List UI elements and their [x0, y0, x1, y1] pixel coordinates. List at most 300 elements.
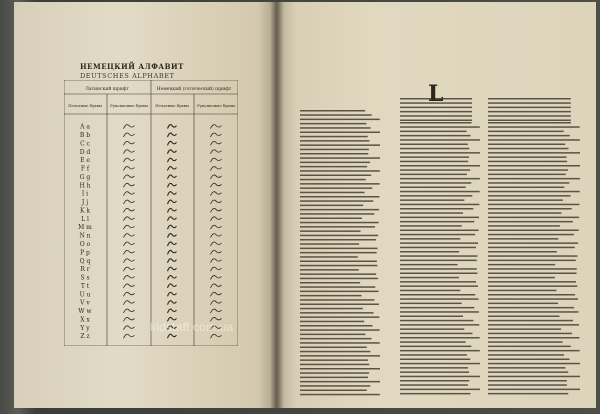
text-line: [400, 174, 467, 176]
text-line: [488, 238, 558, 240]
text-line: [300, 368, 380, 370]
script-letter-glyph: [124, 292, 135, 296]
text-line: [488, 165, 580, 167]
script-letter-glyph: [211, 284, 222, 288]
text-line: [488, 156, 567, 158]
text-line: [300, 114, 372, 116]
text-line: [488, 152, 580, 154]
latin-print-letter: B b: [79, 131, 91, 139]
gothic-letter-glyph: [168, 225, 177, 229]
text-line: [300, 226, 375, 228]
text-line: [400, 264, 458, 266]
text-line: [400, 277, 459, 279]
text-line: [400, 247, 476, 249]
latin-print-letter: F f: [80, 165, 90, 173]
script-letter-glyph: [211, 267, 222, 271]
text-line: [400, 320, 473, 322]
text-line: [488, 161, 567, 163]
latin-print-letter: L l: [81, 215, 89, 223]
text-line: [488, 148, 569, 150]
text-line: [300, 175, 371, 177]
text-line: [400, 337, 480, 339]
col-header-3: Печатные буквы: [155, 103, 189, 108]
text-line: [400, 120, 472, 122]
text-line: [400, 281, 476, 283]
text-line: [300, 334, 365, 336]
latin-print-letter: M m: [78, 224, 92, 232]
latin-print-letter: V v: [80, 299, 90, 307]
text-line: [400, 161, 468, 163]
gothic-letter-glyph: [168, 259, 177, 263]
text-line: [300, 144, 380, 146]
text-line: [300, 213, 374, 215]
latin-print-letter: H h: [79, 182, 91, 190]
text-line: [488, 255, 577, 256]
text-line: [400, 328, 464, 330]
text-line: [400, 182, 471, 184]
script-letter-glyph: [211, 276, 222, 280]
text-line: [300, 381, 380, 383]
text-line: [300, 325, 373, 327]
text-line: [400, 234, 475, 236]
text-line: [488, 242, 578, 244]
latin-print-letter: Z z: [80, 333, 90, 341]
script-letter-glyph: [211, 309, 222, 313]
text-line: [300, 329, 380, 331]
text-line: [300, 321, 364, 323]
text-line: [488, 120, 571, 122]
text-line: [400, 251, 459, 253]
text-line: [488, 260, 576, 262]
text-line: [488, 126, 580, 128]
text-line: [300, 162, 370, 164]
text-line: [400, 260, 477, 262]
script-letter-glyph: [211, 234, 222, 238]
text-line: [300, 282, 360, 284]
text-line: [300, 308, 363, 310]
latin-print-letter: N n: [79, 232, 91, 240]
latin-print-letter: D d: [79, 148, 91, 156]
latin-print-letter: J j: [81, 199, 89, 207]
text-line: [488, 187, 564, 189]
text-line: [400, 225, 462, 227]
script-letter-glyph: [124, 150, 135, 154]
latin-font-header: Латинский шрифт: [85, 87, 129, 92]
text-line: [400, 199, 464, 201]
text-line: [400, 363, 480, 365]
latin-print-letter: U u: [79, 291, 91, 299]
text-line: [300, 291, 378, 293]
text-line: [300, 278, 378, 280]
gothic-letter-glyph: [168, 150, 177, 154]
text-line: [400, 195, 472, 197]
text-line: [400, 333, 472, 335]
text-line: [300, 316, 379, 318]
script-letter-glyph: [211, 259, 222, 263]
latin-print-letter: T t: [80, 282, 90, 290]
text-line: [300, 119, 380, 121]
text-line: [400, 115, 472, 117]
col-header-2: Рукописные буквы: [110, 103, 148, 108]
alphabet-title: НЕМЕЦКИЙ АЛФАВИТ: [80, 62, 184, 71]
script-letter-glyph: [211, 334, 222, 338]
text-line: [300, 179, 366, 181]
text-line: [300, 218, 362, 220]
text-line: [300, 157, 380, 159]
text-line: [300, 390, 367, 392]
script-letter-glyph: [124, 217, 135, 221]
dictionary-text-columns: [280, 0, 596, 414]
text-line: [400, 273, 477, 275]
latin-print-letter: R r: [80, 266, 90, 274]
text-line: [400, 380, 469, 382]
text-line: [300, 377, 368, 379]
text-line: [400, 303, 462, 305]
text-line: [400, 144, 468, 146]
section-letter: L: [428, 81, 444, 107]
latin-print-letter: I i: [81, 190, 89, 198]
text-line: [400, 367, 468, 369]
script-letter-glyph: [124, 192, 135, 196]
text-line: [400, 169, 470, 171]
text-line: [300, 273, 376, 275]
gothic-letter-glyph: [168, 175, 177, 179]
text-line: [488, 328, 561, 330]
text-line: [488, 191, 580, 193]
text-line: [488, 264, 555, 266]
text-line: [488, 174, 566, 176]
text-line: [300, 187, 372, 189]
text-line: [488, 251, 557, 253]
script-letter-glyph: [211, 217, 222, 221]
text-line: [488, 182, 569, 184]
text-line: [300, 243, 359, 245]
gothic-letter-glyph: [168, 284, 177, 288]
text-line: [400, 311, 479, 313]
text-line: [300, 235, 378, 237]
gothic-letter-glyph: [168, 292, 177, 296]
text-line: [300, 110, 365, 112]
gothic-letter-glyph: [168, 250, 177, 254]
text-line: [488, 115, 571, 117]
text-line: [488, 277, 555, 279]
text-line: [300, 286, 375, 288]
text-line: [400, 290, 460, 292]
gothic-letter-glyph: [168, 208, 177, 212]
text-line: [300, 304, 379, 306]
script-letter-glyph: [124, 259, 135, 263]
text-line: [300, 183, 380, 185]
text-line: [488, 303, 558, 305]
text-line: [400, 384, 468, 386]
gothic-letter-glyph: [168, 334, 177, 338]
alphabet-table: [64, 80, 238, 346]
col-header-1: Печатные буквы: [68, 103, 102, 108]
text-line: [300, 252, 377, 254]
text-line: [488, 144, 565, 146]
script-letter-glyph: [211, 301, 222, 305]
text-line: [300, 351, 370, 353]
text-line: [400, 122, 472, 124]
text-line: [400, 255, 477, 256]
text-line: [488, 199, 563, 201]
text-line: [488, 346, 571, 348]
text-line: [488, 320, 573, 322]
text-line: [400, 191, 480, 193]
text-line: [488, 337, 579, 339]
gothic-letter-glyph: [168, 217, 177, 221]
script-letter-glyph: [211, 250, 222, 254]
text-line: [400, 324, 479, 326]
script-letter-glyph: [124, 141, 135, 145]
text-line: [300, 230, 361, 232]
text-line: [300, 222, 379, 224]
text-line: [300, 149, 369, 151]
text-line: [488, 98, 571, 100]
script-letter-glyph: [211, 292, 222, 296]
text-line: [300, 140, 369, 142]
latin-print-letter: S s: [80, 274, 90, 282]
text-line: [300, 265, 377, 267]
text-line: [400, 165, 480, 167]
script-letter-glyph: [124, 158, 135, 162]
text-line: [300, 338, 371, 340]
text-line: [488, 290, 556, 292]
text-line: [400, 389, 480, 391]
text-line: [400, 156, 469, 158]
text-line: [300, 299, 374, 301]
text-line: [300, 209, 379, 211]
text-line: [300, 239, 376, 241]
gothic-letter-glyph: [168, 276, 177, 280]
script-letter-glyph: [211, 125, 222, 129]
latin-print-letter: P p: [80, 249, 90, 257]
script-letter-glyph: [124, 267, 135, 271]
script-letter-glyph: [124, 200, 135, 204]
gothic-letter-glyph: [168, 267, 177, 271]
text-line: [300, 153, 368, 155]
text-line: [400, 350, 480, 352]
text-line: [488, 363, 580, 365]
text-line: [400, 298, 479, 300]
text-line: [300, 355, 380, 357]
gothic-letter-glyph: [168, 183, 177, 187]
script-letter-glyph: [124, 326, 135, 330]
text-line: [300, 372, 369, 374]
text-line: [488, 311, 579, 313]
text-line: [400, 307, 474, 309]
text-line: [488, 221, 573, 223]
text-line: [300, 394, 380, 396]
script-letter-glyph: [211, 200, 222, 204]
text-line: [488, 367, 565, 369]
script-letter-glyph: [124, 309, 135, 313]
latin-print-letter: G g: [79, 173, 91, 181]
text-line: [488, 234, 574, 236]
text-line: [400, 204, 479, 206]
text-line: [400, 139, 480, 141]
latin-print-letter: K k: [79, 207, 91, 215]
text-line: [400, 242, 478, 244]
text-line: [488, 208, 572, 210]
text-line: [400, 268, 477, 270]
text-line: [300, 359, 368, 361]
text-line: [488, 298, 578, 300]
script-letter-glyph: [211, 141, 222, 145]
script-letter-glyph: [124, 317, 135, 321]
text-line: [300, 347, 367, 349]
script-letter-glyph: [124, 183, 135, 187]
text-line: [400, 187, 466, 189]
text-line: [488, 225, 560, 227]
text-line: [488, 371, 568, 373]
script-letter-glyph: [124, 276, 135, 280]
text-line: [300, 196, 379, 198]
text-line: [400, 131, 467, 133]
text-line: [488, 359, 570, 361]
latin-print-letter: Q q: [79, 257, 91, 265]
text-line: [400, 371, 469, 373]
gothic-letter-glyph: [168, 234, 177, 238]
text-line: [488, 230, 579, 232]
text-line: [488, 217, 579, 219]
text-line: [488, 139, 580, 141]
text-line: [488, 204, 579, 206]
gothic-letter-glyph: [168, 192, 177, 196]
script-letter-glyph: [124, 133, 135, 137]
text-line: [400, 221, 474, 223]
script-letter-glyph: [124, 208, 135, 212]
script-letter-glyph: [124, 167, 135, 171]
text-line: [400, 111, 472, 113]
text-line: [400, 238, 460, 240]
gothic-letter-glyph: [168, 301, 177, 305]
text-line: [488, 376, 580, 378]
script-letter-glyph: [211, 133, 222, 137]
text-line: [300, 170, 380, 172]
text-line: [400, 217, 479, 219]
latin-print-letter: Y y: [80, 324, 90, 332]
text-line: [300, 312, 374, 314]
text-line: [400, 212, 463, 214]
gothic-letter-glyph: [168, 167, 177, 171]
script-letter-glyph: [124, 175, 135, 179]
gothic-letter-glyph: [168, 200, 177, 204]
text-line: [488, 169, 568, 171]
text-line: [300, 256, 358, 258]
gothic-letter-glyph: [168, 309, 177, 313]
text-line: [488, 393, 568, 395]
text-line: [400, 354, 467, 356]
text-line: [300, 364, 369, 366]
script-letter-glyph: [124, 225, 135, 229]
text-line: [400, 208, 473, 210]
gothic-letter-glyph: [168, 141, 177, 145]
script-letter-glyph: [211, 150, 222, 154]
text-line: [488, 354, 564, 356]
watermark: kidstaff.com.ua: [150, 320, 234, 334]
text-line: [488, 350, 580, 352]
gothic-font-header: Немецкий (готический) шрифт: [156, 87, 232, 92]
text-line: [300, 192, 365, 194]
text-line: [400, 316, 463, 318]
text-line: [400, 376, 480, 378]
text-line: [488, 384, 567, 386]
alphabet-subtitle: DEUTSCHES ALPHABET: [80, 72, 175, 80]
text-line: [488, 294, 575, 296]
script-letter-glyph: [124, 284, 135, 288]
col-header-4: Рукописные буквы: [197, 103, 235, 108]
script-letter-glyph: [124, 242, 135, 246]
script-letter-glyph: [124, 125, 135, 129]
text-line: [300, 136, 368, 138]
text-line: [488, 389, 580, 391]
gothic-letter-glyph: [168, 158, 177, 162]
text-line: [300, 295, 361, 297]
text-line: [400, 135, 470, 137]
text-line: [300, 342, 380, 344]
script-letter-glyph: [211, 158, 222, 162]
text-line: [300, 200, 373, 202]
latin-print-letter: X x: [80, 316, 90, 324]
script-letter-glyph: [211, 175, 222, 179]
text-line: [300, 132, 380, 134]
text-line: [400, 230, 479, 232]
script-letter-glyph: [211, 183, 222, 187]
text-line: [488, 111, 571, 113]
text-line: [300, 248, 378, 250]
latin-print-letter: W w: [78, 308, 92, 316]
text-line: [488, 307, 574, 309]
script-letter-glyph: [124, 250, 135, 254]
text-line: [488, 178, 580, 180]
text-line: [488, 273, 577, 275]
script-letter-glyph: [211, 208, 222, 212]
text-line: [300, 123, 366, 125]
script-letter-glyph: [211, 192, 222, 196]
text-line: [400, 148, 469, 150]
latin-print-letter: E e: [80, 157, 90, 165]
gothic-letter-glyph: [168, 133, 177, 137]
text-line: [488, 247, 575, 249]
text-line: [488, 195, 571, 197]
script-letter-glyph: [124, 234, 135, 238]
text-line: [488, 268, 577, 270]
latin-print-letter: O o: [79, 240, 91, 248]
text-line: [488, 281, 576, 283]
text-line: [488, 212, 561, 214]
text-line: [400, 393, 470, 395]
gothic-letter-glyph: [168, 125, 177, 129]
text-line: [488, 324, 579, 326]
text-line: [400, 126, 480, 128]
text-line: [488, 285, 577, 287]
text-line: [400, 152, 480, 154]
gothic-letter-glyph: [168, 242, 177, 246]
script-letter-glyph: [124, 334, 135, 338]
text-line: [400, 359, 470, 361]
text-line: [400, 178, 480, 180]
latin-print-letter: C c: [80, 140, 90, 148]
text-line: [488, 333, 572, 335]
text-line: [400, 346, 471, 348]
text-line: [488, 135, 570, 137]
script-letter-glyph: [211, 167, 222, 171]
text-line: [488, 102, 571, 104]
script-letter-glyph: [124, 301, 135, 305]
text-line: [400, 294, 475, 296]
text-line: [488, 341, 563, 343]
